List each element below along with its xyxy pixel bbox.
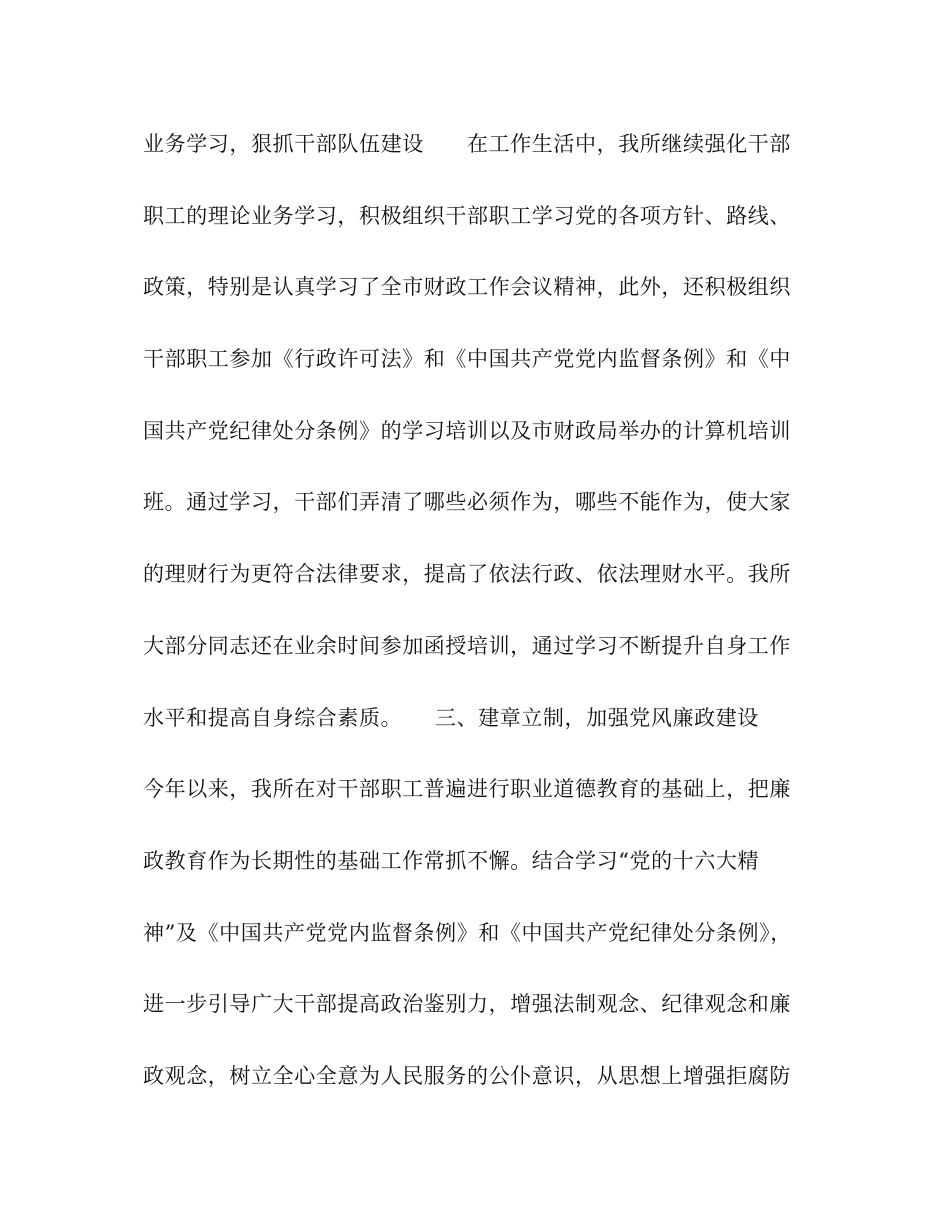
- text-line: 水平和提高自身综合素质。 三、建章立制，加强党风廉政建设: [143, 705, 759, 730]
- text-line: 的理财行为更符合法律要求，提高了依法行政、依法理财水平。我所: [143, 562, 791, 587]
- body-text: [143, 124, 823, 1128]
- text-line: 业务学习，狠抓干部队伍建设 在工作生活中，我所继续强化干部: [143, 132, 791, 156]
- text-line: 进一步引导广大干部提高政治鉴别力，增强法制观念、纪律观念和廉: [143, 992, 791, 1017]
- text-line: 干部职工参加《行政许可法》和《中国共产党党内监督条例》和《中: [143, 347, 791, 372]
- text-line: 政观念，树立全心全意为人民服务的公仆意识，从思想上增强拒腐防: [143, 1063, 791, 1088]
- text-line: 神”及《中国共产党党内监督条例》和《中国共产党纪律处分条例》，: [143, 920, 792, 945]
- text-line: 大部分同志还在业余时间参加函授培训，通过学习不断提升自身工作: [143, 633, 791, 658]
- text-line: 政策，特别是认真学习了全市财政工作会议精神，此外，还积极组织: [143, 275, 791, 300]
- text-line: 国共产党纪律处分条例》的学习培训以及市财政局举办的计算机培训: [143, 418, 791, 443]
- text-line: 政教育作为长期性的基础工作常抓不懈。结合学习“党的十六大精: [143, 848, 760, 873]
- text-line: 班。通过学习，干部们弄清了哪些必须作为，哪些不能作为，使大家: [143, 490, 791, 515]
- text-line: 职工的理论业务学习，积极组织干部职工学习党的各项方针、路线、: [143, 203, 791, 228]
- text-line: 今年以来，我所在对干部职工普遍进行职业道德教育的基础上，把廉: [143, 777, 791, 802]
